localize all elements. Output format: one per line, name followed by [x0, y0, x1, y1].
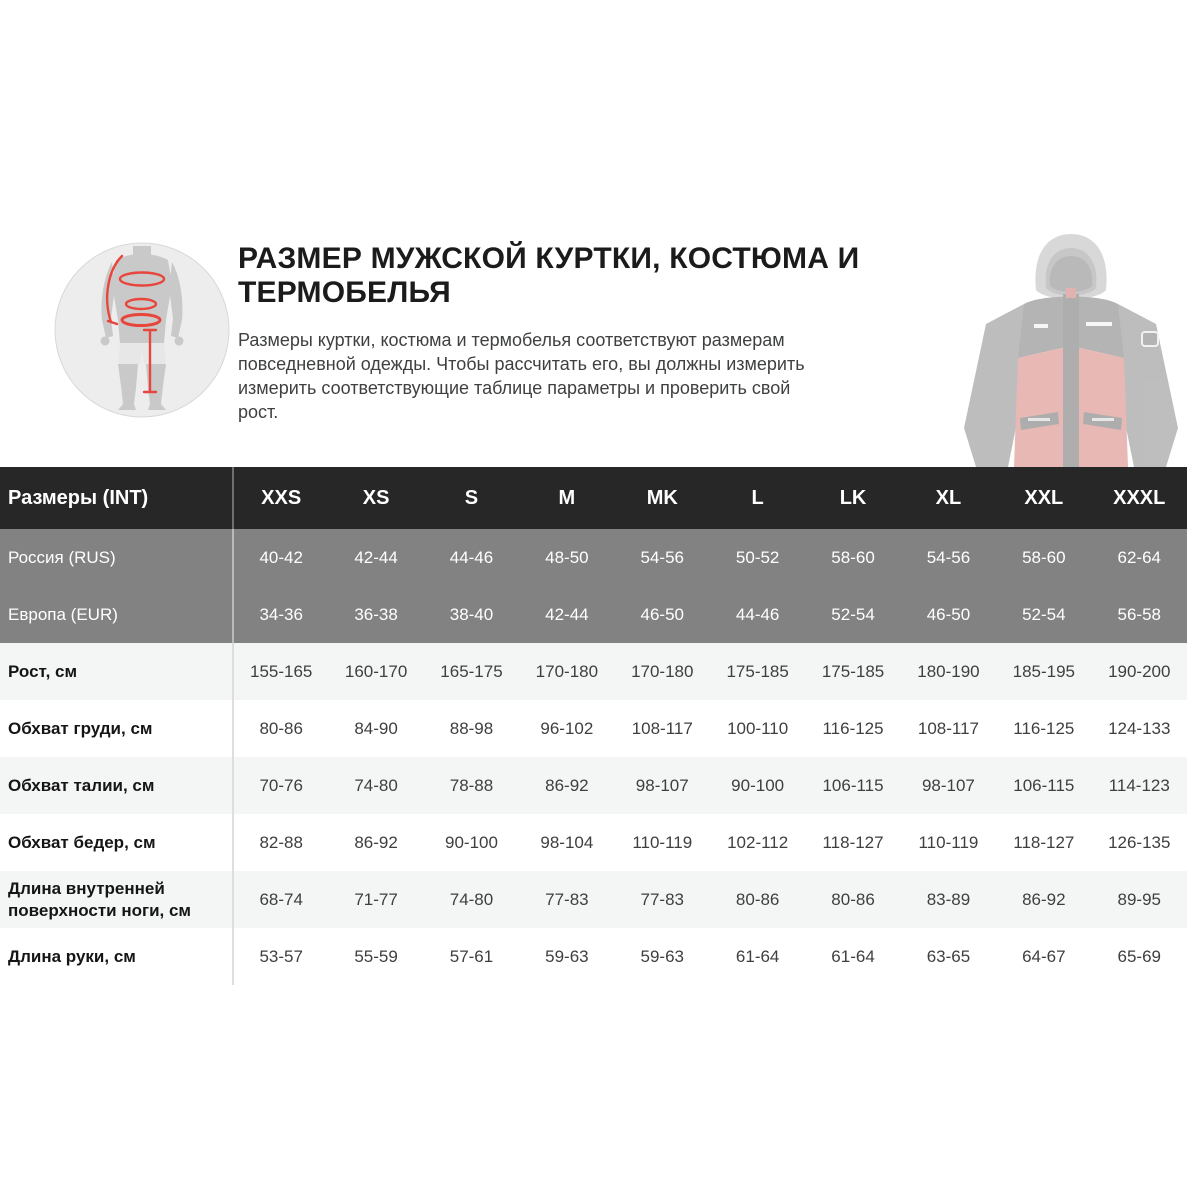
- size-value-cell: 38-40: [424, 586, 519, 643]
- row-label: Обхват груди, см: [0, 700, 233, 757]
- size-value-cell: 106-115: [996, 757, 1091, 814]
- header-cell-size-xxxl: XXXL: [1092, 467, 1187, 529]
- row-label: Длина внутренней поверхности ноги, см: [0, 871, 233, 928]
- description-line: повседневной одежды. Чтобы рассчитать его, вы должны измерить: [238, 354, 805, 374]
- size-value-cell: 70-76: [233, 757, 328, 814]
- size-value-cell: 110-119: [615, 814, 710, 871]
- size-value-cell: 77-83: [519, 871, 614, 928]
- row-label: Европа (EUR): [0, 586, 233, 643]
- size-value-cell: 53-57: [233, 928, 328, 985]
- size-value-cell: 58-60: [805, 529, 900, 586]
- size-value-cell: 61-64: [710, 928, 805, 985]
- size-value-cell: 110-119: [901, 814, 996, 871]
- description-line: измерить соответствующие таблице параметры и проверить свой: [238, 378, 791, 398]
- description-line: рост.: [238, 402, 279, 422]
- table-row: [0, 928, 1187, 985]
- size-value-cell: 116-125: [996, 700, 1091, 757]
- size-value-cell: 86-92: [519, 757, 614, 814]
- size-value-cell: 89-95: [1092, 871, 1187, 928]
- page-title-line-1: РАЗМЕР МУЖСКОЙ КУРТКИ, КОСТЮМА И: [238, 242, 860, 275]
- size-value-cell: 58-60: [996, 529, 1091, 586]
- size-value-cell: 124-133: [1092, 700, 1187, 757]
- size-value-cell: 170-180: [519, 643, 614, 700]
- size-value-cell: 86-92: [328, 814, 423, 871]
- size-value-cell: 165-175: [424, 643, 519, 700]
- row-label: Россия (RUS): [0, 529, 233, 586]
- size-value-cell: 82-88: [233, 814, 328, 871]
- size-value-cell: 74-80: [424, 871, 519, 928]
- size-value-cell: 102-112: [710, 814, 805, 871]
- size-value-cell: 175-185: [805, 643, 900, 700]
- size-value-cell: 77-83: [615, 871, 710, 928]
- size-value-cell: 108-117: [615, 700, 710, 757]
- size-value-cell: 98-107: [615, 757, 710, 814]
- table-row: [0, 814, 1187, 871]
- body-measurement-svg: [54, 242, 230, 418]
- row-label: Обхват талии, см: [0, 757, 233, 814]
- size-value-cell: 62-64: [1092, 529, 1187, 586]
- row-label: Обхват бедер, см: [0, 814, 233, 871]
- size-value-cell: 54-56: [901, 529, 996, 586]
- table-row: [0, 757, 1187, 814]
- size-value-cell: 63-65: [901, 928, 996, 985]
- size-value-cell: 68-74: [233, 871, 328, 928]
- size-value-cell: 34-36: [233, 586, 328, 643]
- size-value-cell: 50-52: [710, 529, 805, 586]
- size-value-cell: 190-200: [1092, 643, 1187, 700]
- size-value-cell: 118-127: [996, 814, 1091, 871]
- header-cell-sizes-int: Размеры (INT): [0, 467, 233, 529]
- size-value-cell: 80-86: [710, 871, 805, 928]
- size-value-cell: 160-170: [328, 643, 423, 700]
- size-value-cell: 59-63: [615, 928, 710, 985]
- table-header-row: [0, 467, 1187, 529]
- size-value-cell: 185-195: [996, 643, 1091, 700]
- size-value-cell: 96-102: [519, 700, 614, 757]
- size-value-cell: 88-98: [424, 700, 519, 757]
- jacket-photo-svg: [946, 228, 1196, 467]
- header-cell-size-s: S: [424, 467, 519, 529]
- size-chart-table: [0, 467, 1188, 985]
- size-value-cell: 71-77: [328, 871, 423, 928]
- size-value-cell: 44-46: [710, 586, 805, 643]
- header-cell-size-xxl: XXL: [996, 467, 1091, 529]
- size-value-cell: 64-67: [996, 928, 1091, 985]
- size-value-cell: 52-54: [996, 586, 1091, 643]
- size-value-cell: 65-69: [1092, 928, 1187, 985]
- size-value-cell: 170-180: [615, 643, 710, 700]
- page-title: [238, 242, 944, 310]
- size-value-cell: 114-123: [1092, 757, 1187, 814]
- header-cell-size-m: M: [519, 467, 614, 529]
- body-measurement-icon: [54, 242, 230, 418]
- size-value-cell: 46-50: [615, 586, 710, 643]
- page-title-line-2: ТЕРМОБЕЛЬЯ: [238, 276, 451, 309]
- header-cell-size-xl: XL: [901, 467, 996, 529]
- table-row: [0, 643, 1187, 700]
- table-row: [0, 586, 1187, 643]
- size-value-cell: 78-88: [424, 757, 519, 814]
- size-value-cell: 44-46: [424, 529, 519, 586]
- size-value-cell: 98-107: [901, 757, 996, 814]
- size-value-cell: 40-42: [233, 529, 328, 586]
- size-value-cell: 175-185: [710, 643, 805, 700]
- header-cell-size-l: L: [710, 467, 805, 529]
- size-chart-table-wrap: [0, 467, 1188, 985]
- size-value-cell: 59-63: [519, 928, 614, 985]
- size-value-cell: 90-100: [710, 757, 805, 814]
- size-value-cell: 80-86: [805, 871, 900, 928]
- size-value-cell: 180-190: [901, 643, 996, 700]
- page-description: [238, 328, 944, 424]
- table-row: [0, 700, 1187, 757]
- table-row: [0, 871, 1187, 928]
- size-value-cell: 100-110: [710, 700, 805, 757]
- size-value-cell: 126-135: [1092, 814, 1187, 871]
- size-value-cell: 55-59: [328, 928, 423, 985]
- size-value-cell: 155-165: [233, 643, 328, 700]
- row-label: Рост, см: [0, 643, 233, 700]
- row-label: Длина руки, см: [0, 928, 233, 985]
- size-value-cell: 106-115: [805, 757, 900, 814]
- size-value-cell: 46-50: [901, 586, 996, 643]
- size-value-cell: 90-100: [424, 814, 519, 871]
- header-cell-size-xxs: XXS: [233, 467, 328, 529]
- size-value-cell: 56-58: [1092, 586, 1187, 643]
- intro-text-block: [238, 242, 944, 424]
- size-value-cell: 108-117: [901, 700, 996, 757]
- size-value-cell: 83-89: [901, 871, 996, 928]
- size-value-cell: 116-125: [805, 700, 900, 757]
- size-value-cell: 42-44: [519, 586, 614, 643]
- jacket-photo: [946, 228, 1196, 467]
- size-value-cell: 118-127: [805, 814, 900, 871]
- size-value-cell: 80-86: [233, 700, 328, 757]
- description-line: Размеры куртки, костюма и термобелья соответствуют размерам: [238, 330, 785, 350]
- header-cell-size-xs: XS: [328, 467, 423, 529]
- size-value-cell: 61-64: [805, 928, 900, 985]
- size-value-cell: 98-104: [519, 814, 614, 871]
- size-value-cell: 52-54: [805, 586, 900, 643]
- size-value-cell: 86-92: [996, 871, 1091, 928]
- size-value-cell: 42-44: [328, 529, 423, 586]
- size-value-cell: 36-38: [328, 586, 423, 643]
- size-value-cell: 48-50: [519, 529, 614, 586]
- size-value-cell: 74-80: [328, 757, 423, 814]
- header-cell-size-lk: LK: [805, 467, 900, 529]
- size-value-cell: 54-56: [615, 529, 710, 586]
- table-row: [0, 529, 1187, 586]
- header-cell-size-mk: MK: [615, 467, 710, 529]
- size-value-cell: 84-90: [328, 700, 423, 757]
- size-value-cell: 57-61: [424, 928, 519, 985]
